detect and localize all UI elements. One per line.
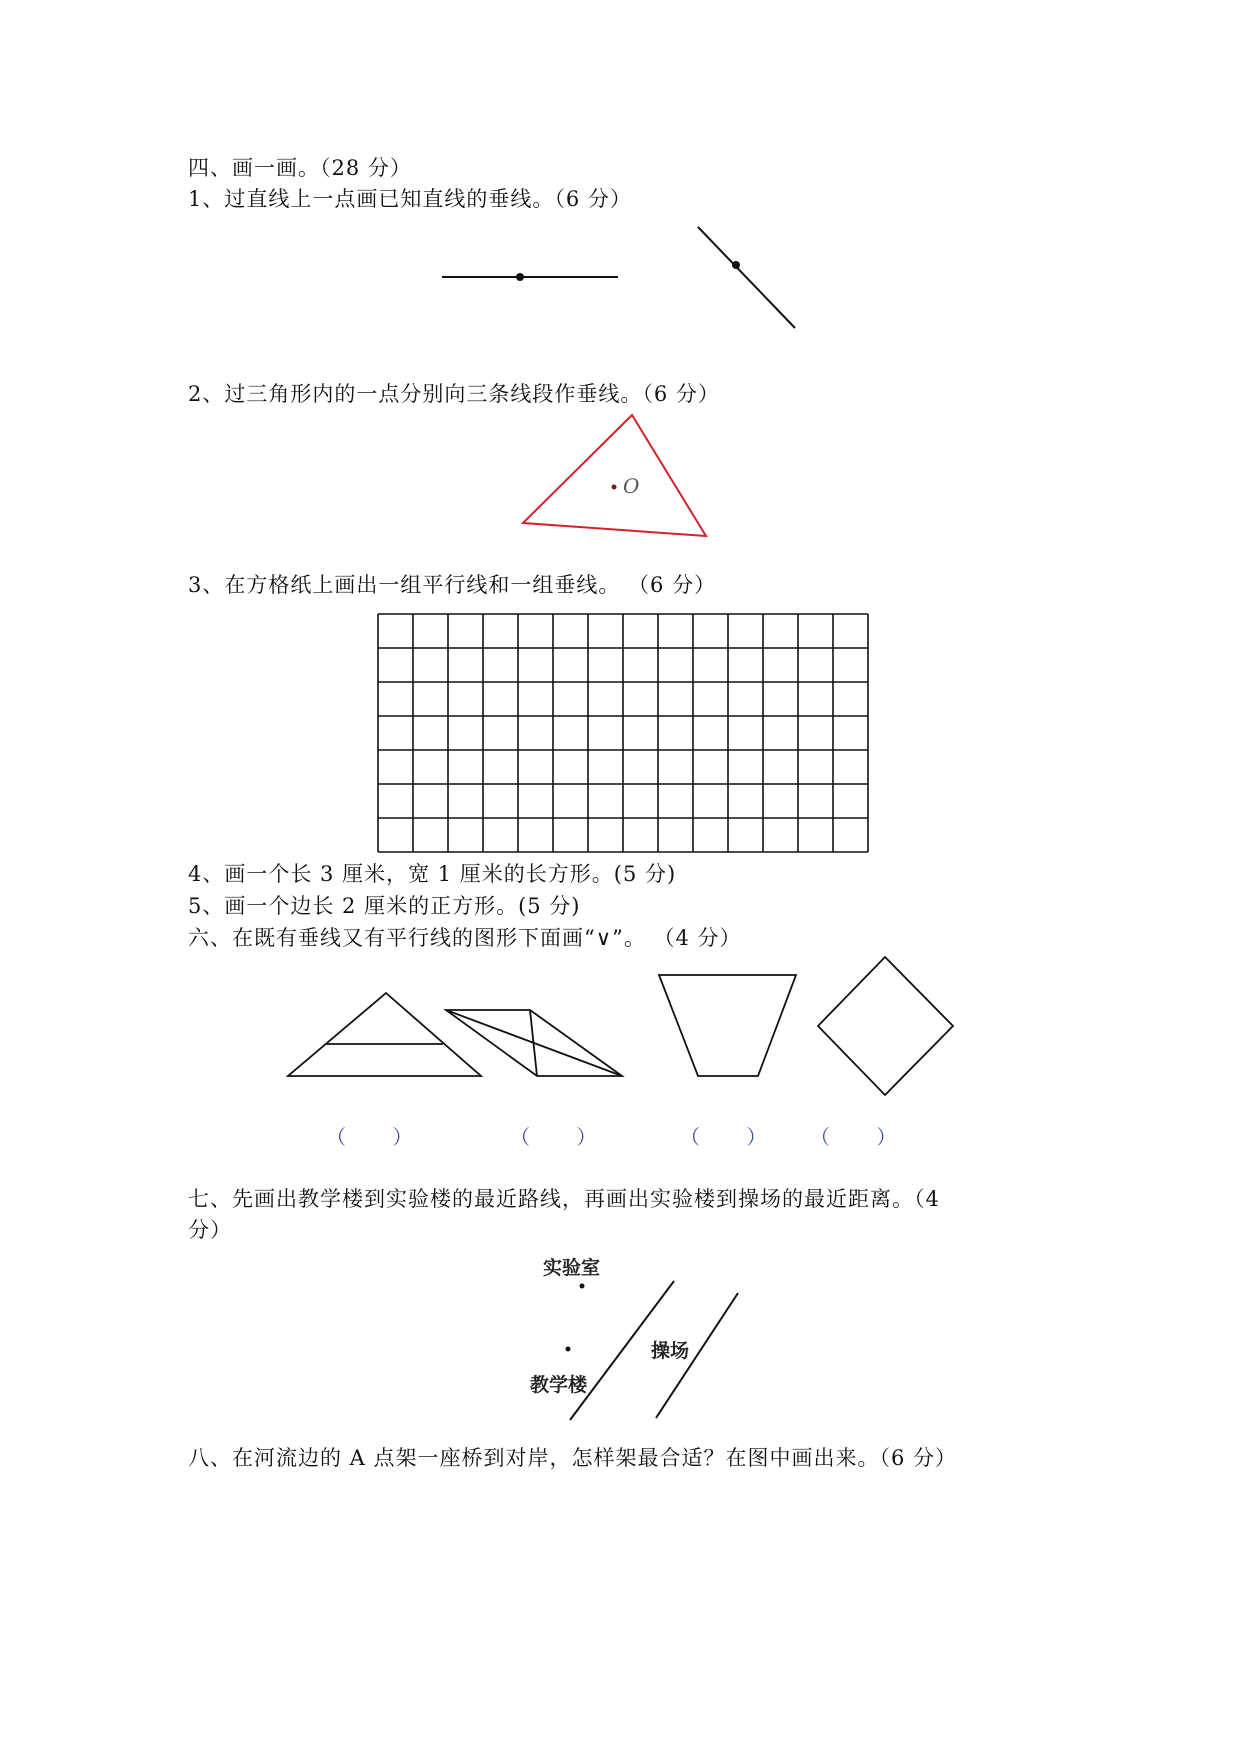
point-teaching-building (566, 1347, 571, 1352)
section7-title-line2: 分） (188, 1218, 232, 1242)
answer-slot-3[interactable]: （ ） (680, 1125, 787, 1149)
section7-map (540, 1270, 760, 1430)
answer-slot-2[interactable]: （ ） (510, 1125, 617, 1149)
answer-slot-1[interactable]: （ ） (326, 1125, 433, 1149)
question-3: 3、在方格纸上画出一组平行线和一组垂线。 （6 分） (188, 573, 717, 597)
diagonal-line (698, 227, 795, 328)
grid-paper (376, 612, 872, 856)
point-o (612, 485, 617, 490)
label-playground: 操场 (651, 1340, 690, 1362)
question-5: 5、画一个边长 2 厘米的正方形。(5 分) (188, 894, 581, 918)
section6-title: 六、在既有垂线又有平行线的图形下面画“∨”。 （4 分） (188, 926, 742, 950)
point-on-horizontal-line (516, 273, 524, 281)
section6-shapes (280, 955, 960, 1105)
triangle (523, 415, 706, 536)
question-2: 2、过三角形内的一点分别向三条线段作垂线。（6 分） (188, 382, 720, 406)
section7-title-line1: 七、先画出教学楼到实验楼的最近路线，再画出实验楼到操场的最近距离。（4 (188, 1187, 940, 1211)
shape-parallelogram-with-diagonals (446, 1010, 622, 1076)
section4-title: 四、画一画。（28 分） (188, 156, 412, 180)
shape-diamond (818, 957, 953, 1095)
question-1: 1、过直线上一点画已知直线的垂线。（6 分） (188, 187, 632, 211)
river-bank-2 (656, 1293, 738, 1418)
answer-slot-4[interactable]: （ ） (810, 1125, 917, 1149)
q2-triangle-figure (515, 408, 715, 548)
point-on-diagonal-line (732, 261, 740, 269)
question-4: 4、画一个长 3 厘米，宽 1 厘米的长方形。(5 分) (188, 862, 677, 886)
shape-trapezoid (659, 975, 796, 1076)
river-bank-1 (570, 1281, 674, 1420)
label-lab: 实验室 (543, 1257, 601, 1279)
q1-figure (430, 220, 810, 335)
label-teaching-building: 教学楼 (530, 1374, 588, 1396)
point-o-label: O (623, 474, 640, 498)
section8-title: 八、在河流边的 A 点架一座桥到对岸，怎样架最合适？在图中画出来。（6 分） (188, 1446, 958, 1470)
shape-triangle-with-line (288, 993, 481, 1076)
point-lab (580, 1284, 585, 1289)
